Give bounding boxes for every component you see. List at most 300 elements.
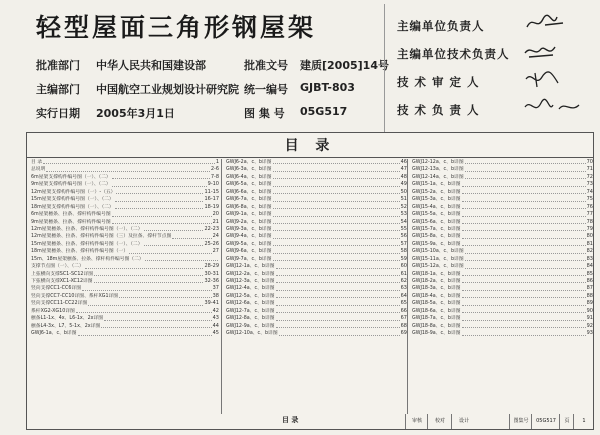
leader-dots	[273, 211, 400, 216]
toc-entry-page: 47	[400, 166, 407, 173]
toc-entry-title: 下弦横向支撑XC1-XC12详图	[31, 279, 93, 284]
toc-entry	[412, 241, 593, 248]
toc-entry	[31, 248, 219, 255]
leader-dots	[273, 204, 400, 209]
toc-entry	[31, 300, 219, 307]
signature-role: 主编单位负责人	[397, 19, 485, 33]
approve-dept: 中华人民共和国建设部	[96, 59, 206, 72]
toc-entry-title: GWJ18-3a、c、b详图	[412, 286, 461, 292]
toc-entry-page: 42	[212, 307, 219, 314]
toc-entry-title: GWJ6-5a、c、b详图	[226, 182, 272, 188]
toc-entry	[412, 323, 593, 330]
toc-entry-page: 62	[400, 278, 407, 284]
toc-entry-title: GWJ12-1a、c、b详图	[226, 264, 275, 270]
leader-dots	[46, 166, 209, 171]
toc-entry-title: 15m、18m屋架檩条、拉条、撑杆构件编号图（二）	[31, 256, 144, 262]
leader-dots	[462, 300, 586, 305]
handwritten-signature	[523, 97, 583, 117]
toc-entry-page: 24	[212, 233, 219, 240]
leader-dots	[462, 308, 586, 313]
divider	[27, 157, 593, 158]
toc-entry-page: 46	[400, 159, 407, 165]
toc-entry	[226, 248, 407, 255]
toc-entry-title: GWJ12-2a、c、b详图	[226, 271, 275, 277]
toc-entry-title: GWJ15-12a、c、b详图	[412, 264, 464, 270]
toc-entry-title: GWJ15-3a、c、b详图	[412, 197, 461, 203]
leader-dots	[94, 278, 204, 283]
toc-entry-title: 18m屋架支撑构件编号图（一）、（二）	[31, 204, 114, 210]
toc-entry-title: GWJ9-1a、c、b详图	[226, 212, 272, 218]
handwritten-signature	[523, 41, 583, 61]
toc-entry-title: 檩条L4-3x、L7、5-1x、2x详图	[31, 323, 101, 329]
toc-entry	[226, 174, 407, 181]
toc-entry	[412, 278, 593, 285]
toc-entry	[31, 256, 219, 263]
toc-entry-page: 87	[586, 285, 593, 292]
signature-role: 技 术 审 定 人	[397, 75, 480, 89]
leader-dots	[104, 315, 212, 320]
toc-entry-page: 67	[400, 315, 407, 322]
toc-entry	[31, 174, 219, 181]
toc-entry-title: GWJ15-6a、c、b详图	[412, 219, 461, 225]
toc-entry-title: GWJ6-3a、c、b详图	[226, 167, 272, 173]
toc-entry-page: 68	[400, 322, 407, 329]
toc-entry-title: GWJ6-8a、c、b详图	[226, 204, 272, 210]
leader-dots	[462, 315, 586, 320]
leader-dots	[115, 196, 204, 201]
toc-entry-title: GWJ15-9a、c、b详图	[412, 241, 461, 247]
toc-entry-title: 上弦横向支撑SC1-SC12详图	[31, 271, 94, 277]
toc-entry	[31, 315, 219, 322]
leader-dots	[462, 181, 586, 186]
toc-entry-title: GWJ12-13a、c、b详图	[412, 167, 464, 173]
atlas-title: 轻型屋面三角形钢屋架	[36, 13, 317, 42]
impl-date-label: 实行日期	[36, 107, 80, 120]
toc-entry	[412, 315, 593, 322]
toc-entry-title: 6m屋架支撑构件编号图（一）、（二）	[31, 174, 111, 180]
leader-dots	[76, 308, 212, 313]
toc-entry-title: GWJ12-8a、c、b详图	[226, 316, 275, 322]
toc-entry-page: 88	[586, 292, 593, 299]
toc-entry	[226, 159, 407, 166]
toc-column-3	[407, 159, 593, 414]
leader-dots	[273, 219, 400, 224]
toc-entry-title: GWJ12-4a、c、b详图	[226, 286, 275, 292]
toc-entry-title: GWJ6-7a、c、b详图	[226, 197, 272, 203]
toc-entry	[31, 211, 219, 218]
leader-dots	[112, 174, 210, 179]
toc-entry-title: GWJ12-12a、c、b详图	[412, 160, 464, 165]
leader-dots	[462, 204, 586, 209]
leader-dots	[112, 181, 207, 186]
toc-entry-title: GWJ9-7a、c、b详图	[226, 256, 272, 262]
toc-entry	[226, 308, 407, 315]
toc-entry-page: 61	[400, 270, 407, 277]
toc-entry-title: GWJ12-10a、c、b详图	[226, 331, 278, 337]
toc-entry-page: 77	[586, 211, 593, 218]
toc-entry	[31, 323, 219, 330]
leader-dots	[462, 189, 586, 194]
toc-entry-page: 1	[215, 159, 219, 165]
toc-entry-title: 12m屋架支撑构件编号图（一）-（五）	[31, 189, 116, 195]
leader-dots	[276, 278, 400, 283]
footer-cell: 页	[559, 414, 574, 429]
toc-entry-page: 64	[400, 292, 407, 299]
toc-entry	[412, 219, 593, 226]
unified-no: GJBT-803	[300, 81, 355, 94]
leader-dots	[119, 293, 212, 298]
leader-dots	[276, 293, 400, 298]
toc-entry-title: 竖向支撑CC11-CC22详图	[31, 301, 88, 307]
toc-entry-page: 56	[400, 233, 407, 240]
toc-entry	[412, 330, 593, 337]
toc-entry	[226, 271, 407, 278]
toc-entry-title: GWJ12-3a、c、b详图	[226, 279, 275, 284]
toc-entry	[412, 196, 593, 203]
toc-entry-page: 9-10	[207, 181, 219, 188]
toc-entry	[226, 233, 407, 240]
toc-entry	[412, 248, 593, 255]
leader-dots	[465, 159, 586, 164]
toc-entry-title: GWJ15-7a、c、b详图	[412, 226, 461, 232]
footer-cell: 05G517	[531, 414, 560, 429]
toc-entry-page: 89	[586, 300, 593, 307]
toc-entry	[226, 315, 407, 322]
toc-entry-page: 90	[586, 307, 593, 314]
toc-entry-title: 目 录	[31, 160, 43, 165]
leader-dots	[462, 241, 586, 246]
toc-entry	[31, 233, 219, 240]
leader-dots	[462, 226, 586, 231]
toc-entry-title: 竖向支撑CC1-CC6详图	[31, 286, 82, 292]
signature-block	[384, 4, 595, 132]
toc-entry	[412, 285, 593, 292]
handwritten-signature	[523, 13, 583, 33]
unified-no-label: 统一编号	[244, 83, 288, 96]
leader-dots	[273, 196, 400, 201]
leader-dots	[465, 248, 586, 253]
toc-entry	[412, 271, 593, 278]
toc-column-2	[221, 159, 407, 414]
toc-entry	[412, 211, 593, 218]
toc-entry	[31, 204, 219, 211]
leader-dots	[116, 189, 203, 194]
toc-entry-page: 86	[586, 278, 593, 284]
toc-entry	[412, 181, 593, 188]
leader-dots	[144, 241, 204, 246]
toc-entry-title: GWJ12-14a、c、b详图	[412, 174, 464, 180]
toc-entry	[226, 196, 407, 203]
leader-dots	[273, 256, 400, 261]
leader-dots	[276, 315, 400, 320]
toc-entry-page: 28-29	[204, 263, 219, 270]
leader-dots	[88, 300, 203, 305]
toc-entry-page: 83	[586, 255, 593, 262]
leader-dots	[276, 285, 400, 290]
toc-entry	[412, 263, 593, 270]
toc-entry	[31, 278, 219, 285]
toc-entry-page: 92	[586, 322, 593, 329]
toc-entry-page: 38	[212, 292, 219, 299]
toc-entry-title: 18m屋架檩条、拉条、撑杆构件编号图（一）	[31, 249, 129, 255]
toc-entry	[412, 293, 593, 300]
toc-entry-title: GWJ6-4a、c、b详图	[226, 174, 272, 180]
toc-entry-page: 49	[400, 181, 407, 188]
toc-entry-page: 75	[586, 196, 593, 203]
atlas-info	[6, 4, 389, 132]
toc-entry-page: 32-36	[204, 278, 219, 284]
toc-entry-title: 系杆XG2-XG10详图	[31, 308, 75, 314]
toc-entry-page: 69	[400, 330, 407, 337]
footer-title: 目 录	[282, 416, 299, 424]
leader-dots	[465, 166, 586, 171]
toc-entry-page: 37	[212, 285, 219, 292]
toc-entry-page: 74	[586, 188, 593, 195]
toc-entry-title: GWJ18-1a、c、b详图	[412, 271, 461, 277]
toc-entry-title: GWJ15-10a、c、b详图	[412, 249, 464, 255]
toc-entry-page: 25-26	[204, 240, 219, 247]
toc-entry	[226, 241, 407, 248]
toc-entry	[31, 189, 219, 196]
drawing-sheet	[6, 4, 594, 429]
toc-entry-title: GWJ15-11a、c、b详图	[412, 256, 464, 262]
title-block	[6, 4, 594, 132]
toc-entry-title: GWJ6-1a、c、b详图	[31, 331, 77, 337]
toc-entry	[412, 300, 593, 307]
toc-entry-title: 15m屋架檩条、拉条、撑杆构件编号图（一）、（二）	[31, 241, 143, 247]
toc-entry-page: 39-41	[204, 300, 219, 307]
toc-entry	[412, 174, 593, 181]
handwritten-signature	[523, 69, 583, 89]
atlas-no-label: 图 集 号	[244, 107, 285, 120]
leader-dots	[112, 219, 212, 224]
toc-entry	[31, 285, 219, 292]
toc-entry	[31, 263, 219, 270]
toc-entry-title: GWJ18-7a、c、b详图	[412, 316, 461, 322]
toc-entry-title: 12m屋架檩条、拉条、撑杆构件编号图（三）及拉条、撑杆节点图	[31, 234, 172, 240]
toc-column-1	[31, 159, 219, 414]
leader-dots	[273, 233, 400, 238]
toc-entry	[226, 278, 407, 285]
toc-entry-page: 76	[586, 203, 593, 210]
approve-dept-label: 批准部门	[36, 59, 80, 72]
atlas-no: 05G517	[300, 105, 348, 118]
toc-entry	[412, 226, 593, 233]
toc-entry-page: 2-6	[210, 166, 219, 173]
toc-entry-title: GWJ6-2a、c、b详图	[226, 160, 272, 165]
toc-entry-title: 檩条L1-1x、4x、L6-1x、2x详图	[31, 316, 104, 322]
toc-entry-page: 53	[400, 211, 407, 218]
toc-entry	[31, 293, 219, 300]
toc-entry-page: 30-31	[204, 270, 219, 277]
toc-entry-page: 44	[212, 322, 219, 329]
toc-entry-title: GWJ18-8a、c、b详图	[412, 323, 461, 329]
toc-entry	[226, 204, 407, 211]
toc-entry-page: 73	[586, 181, 593, 188]
toc-entry-title: 9m屋架支撑构件编号图（一）、（二）	[31, 182, 111, 188]
leader-dots	[276, 308, 400, 313]
leader-dots	[273, 226, 400, 231]
toc-entry-page: 80	[586, 233, 593, 240]
toc-entry-page: 81	[586, 240, 593, 247]
footer-cell: 图集号	[509, 414, 532, 429]
toc-entry-page: 22-23	[204, 225, 219, 232]
toc-entry-page: 63	[400, 285, 407, 292]
toc-title: 目 录	[284, 138, 336, 154]
toc-entry-page: 45	[212, 330, 219, 337]
toc-entry	[226, 256, 407, 263]
leader-dots	[273, 181, 400, 186]
toc-entry	[226, 189, 407, 196]
leader-dots	[273, 174, 400, 179]
toc-entry-title: 12m屋架檩条、拉条、撑杆构件编号图（一）、（二）	[31, 226, 143, 232]
toc-entry-page: 71	[586, 166, 593, 173]
toc-entry-page: 20	[212, 211, 219, 218]
toc-entry-page: 60	[400, 263, 407, 270]
toc-entry-page: 91	[586, 315, 593, 322]
toc-entry	[412, 308, 593, 315]
editor-dept: 中国航空工业规划设计研究院	[96, 83, 239, 96]
leader-dots	[462, 323, 586, 328]
leader-dots	[94, 271, 203, 276]
toc-entry	[226, 285, 407, 292]
toc-entry	[31, 159, 219, 166]
toc-entry-title: GWJ6-6a、c、b详图	[226, 189, 272, 195]
leader-dots	[276, 263, 400, 268]
toc-entry-page: 93	[586, 330, 593, 337]
toc-entry-title: GWJ18-2a、c、b详图	[412, 279, 461, 284]
toc-entry	[31, 271, 219, 278]
toc-entry	[31, 181, 219, 188]
approve-doc-label: 批准文号	[244, 59, 288, 72]
leader-dots	[465, 174, 586, 179]
approve-doc: 建质[2005]14号	[300, 59, 389, 72]
toc-entry-page: 51	[400, 196, 407, 203]
leader-dots	[462, 278, 586, 283]
leader-dots	[462, 285, 586, 290]
leader-dots	[462, 330, 586, 335]
leader-dots	[462, 196, 586, 201]
toc-entry	[412, 256, 593, 263]
toc-entry-page: 78	[586, 218, 593, 225]
leader-dots	[112, 211, 212, 216]
toc-entry-title: GWJ9-5a、c、b详图	[226, 241, 272, 247]
leader-dots	[462, 293, 586, 298]
leader-dots	[273, 159, 400, 164]
toc-entry	[226, 226, 407, 233]
toc-entry-title: GWJ9-4a、c、b详图	[226, 234, 272, 240]
toc-entry-page: 27	[212, 248, 219, 255]
footer-cell: 审核	[405, 414, 428, 429]
leader-dots	[101, 323, 211, 328]
toc-entry-title: GWJ18-5a、c、b详图	[412, 301, 461, 307]
toc-entry-title: GWJ12-6a、c、b详图	[226, 301, 275, 307]
toc-entry	[412, 204, 593, 211]
toc-entry	[31, 308, 219, 315]
signature-role: 技 术 负 责 人	[397, 103, 480, 117]
toc-entry-title: 6m屋架檩条、拉条、撑杆构件编号图	[31, 212, 111, 218]
toc-entry	[412, 159, 593, 166]
toc-entry-title: GWJ15-8a、c、b详图	[412, 234, 461, 240]
editor-dept-label: 主编部门	[36, 83, 80, 96]
leader-dots	[279, 330, 400, 335]
leader-dots	[462, 271, 586, 276]
toc-entry-page: 7-8	[210, 173, 219, 180]
toc-entry	[226, 181, 407, 188]
toc-entry	[31, 219, 219, 226]
toc-entry	[31, 196, 219, 203]
toc-entry	[226, 330, 407, 337]
leader-dots	[462, 211, 586, 216]
toc-entry-page: 43	[212, 315, 219, 322]
leader-dots	[129, 248, 212, 253]
toc-entry-page: 79	[586, 225, 593, 232]
leader-dots	[462, 219, 586, 224]
toc-entry	[31, 330, 219, 337]
toc-entry	[226, 293, 407, 300]
toc-entry-page: 66	[400, 307, 407, 314]
toc-entry-title: GWJ18-9a、c、b详图	[412, 331, 461, 337]
signature-role: 主编单位技术负责人	[397, 47, 510, 61]
toc-entry-page: 21	[212, 218, 219, 225]
toc-entry-page: 57	[400, 240, 407, 247]
toc-entry-title: GWJ15-2a、c、b详图	[412, 189, 461, 195]
toc-entry-page: 72	[586, 173, 593, 180]
toc-entry-page: 50	[400, 188, 407, 195]
toc-entry-page: 58	[400, 248, 407, 255]
toc-entry-title: GWJ12-5a、c、b详图	[226, 293, 275, 299]
toc-entry-title: GWJ18-4a、c、b详图	[412, 293, 461, 299]
leader-dots	[78, 330, 212, 335]
toc-entry-title: GWJ18-6a、c、b详图	[412, 308, 461, 314]
toc-entry	[412, 166, 593, 173]
leader-dots	[273, 166, 400, 171]
toc-entry-title: 9m屋架檩条、拉条、撑杆构件编号图	[31, 219, 111, 225]
leader-dots	[462, 233, 586, 238]
leader-dots	[276, 323, 400, 328]
toc-entry-page: 54	[400, 218, 407, 225]
toc-entry-page: 70	[586, 159, 593, 165]
leader-dots	[273, 248, 400, 253]
toc-entry-title: GWJ15-1a、c、b详图	[412, 182, 461, 188]
toc-entry	[31, 166, 219, 173]
leader-dots	[43, 159, 215, 164]
leader-dots	[172, 233, 211, 238]
leader-dots	[144, 226, 204, 231]
toc-entry	[226, 300, 407, 307]
toc-entry-page: 82	[586, 248, 593, 255]
leader-dots	[276, 300, 400, 305]
toc-entry-title: GWJ9-3a、c、b详图	[226, 226, 272, 232]
footer-cell: 设计	[451, 414, 476, 429]
toc-entry	[226, 219, 407, 226]
toc-entry-title: 总说明	[31, 167, 46, 173]
toc-entry-page: 55	[400, 225, 407, 232]
toc-entry-title: GWJ15-4a、c、b详图	[412, 204, 461, 210]
toc-entry-page: 59	[400, 255, 407, 262]
toc-entry-page: 48	[400, 173, 407, 180]
toc-entry-title: 15m屋架支撑构件编号图（一）、（二）	[31, 197, 114, 203]
toc-entry	[226, 166, 407, 173]
leader-dots	[145, 256, 218, 261]
toc-entry-page: 52	[400, 203, 407, 210]
toc-entry-page: 84	[586, 263, 593, 270]
leader-dots	[273, 241, 400, 246]
toc-entry-title: 竖向支撑CC7-CC10详图、系杆XG1详图	[31, 293, 119, 299]
toc-entry	[412, 233, 593, 240]
leader-dots	[465, 256, 586, 261]
toc-entry	[226, 211, 407, 218]
